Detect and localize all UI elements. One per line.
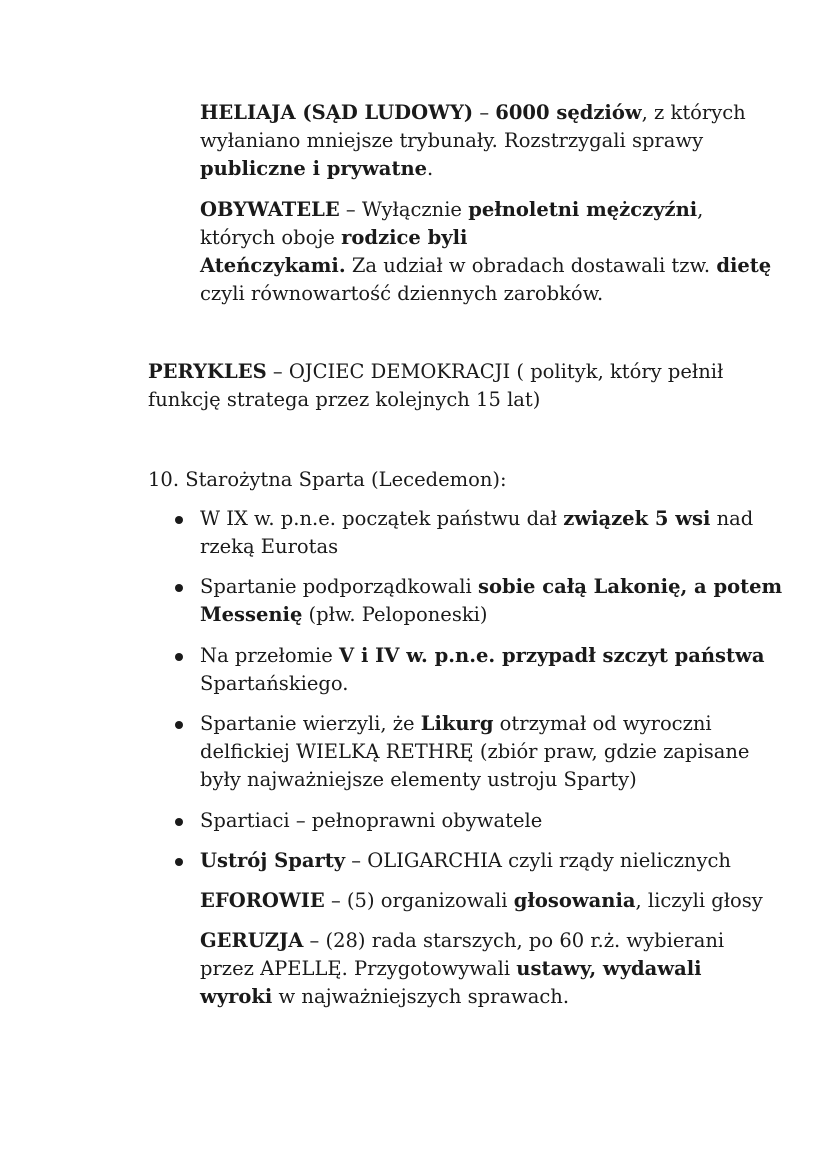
bullet-icon [175,653,183,661]
perykles-term: PERYKLES [148,360,267,383]
list-item: Spartiaci – pełnoprawni obywatele [175,807,542,835]
eforowie-paragraph: EFOROWIE – (5) organizowali głosowania, liczyli głosy [200,889,763,912]
perykles-paragraph [148,358,723,414]
obywatele-term: OBYWATELE [200,198,340,221]
list-item: Spartanie podporządkowali sobie całą Lakonię, a potem Messenię (płw. Peloponeski) [175,573,782,629]
obywatele-line-1: OBYWATELE – Wyłącznie pełnoletni mężczyźni, [200,198,704,221]
list-item: Spartanie wierzyli, że Likurg otrzymał od wyroczni delfickiej WIELKĄ RETHRĘ (zbiór praw, gdzie zapisane były najważniejsze elementy ustroju Sparty) [175,710,749,794]
list-item: Na przełomie V i IV w. p.n.e. przypadł szczyt państwa Spartańskiego. [175,642,764,698]
bullet-icon [175,858,183,866]
sparta-heading: 10. Starożytna Sparta (Lecedemon): [148,468,507,491]
eforowie-term: EFOROWIE [200,889,325,912]
list-item: W IX w. p.n.e. początek państwu dał związek 5 wsi nad rzeką Eurotas [175,505,753,561]
heliaja-line-3: publiczne i prywatne. [200,157,434,180]
heliaja-line-2: wyłaniano mniejsze trybunały. Rozstrzygali sprawy [200,129,704,152]
obywatele-line-3: Ateńczykami. Za udział w obradach dostawali tzw. dietę [200,254,772,277]
bullet-icon [175,721,183,729]
obywatele-line-2: których oboje rodzice byli [200,226,468,249]
heliaja-paragraph [200,99,746,183]
geruzja-term: GERUZJA [200,929,304,952]
list-item: Ustrój Sparty – OLIGARCHIA czyli rządy nielicznych [175,847,731,875]
geruzja-paragraph: GERUZJA – (28) rada starszych, po 60 r.ż. wybierani przez APELLĘ. Przygotowywali ustawy, wydawali wyroki w najważniejszych sprawach. [200,929,725,1008]
bullet-icon [175,516,183,524]
obywatele-paragraph [200,196,771,308]
perykles-line-2: funkcję stratega przez kolejnych 15 lat) [148,388,541,411]
obywatele-line-4: czyli równowartość dziennych zarobków. [200,282,604,305]
heliaja-line-1: HELIAJA (SĄD LUDOWY) – 6000 sędziów, z których [200,101,746,124]
perykles-line-1: PERYKLES – OJCIEC DEMOKRACJI ( polityk, który pełnił [148,360,724,383]
bullet-icon [175,818,183,826]
bullet-icon [175,584,183,592]
heliaja-term: HELIAJA (SĄD LUDOWY) [200,101,474,124]
